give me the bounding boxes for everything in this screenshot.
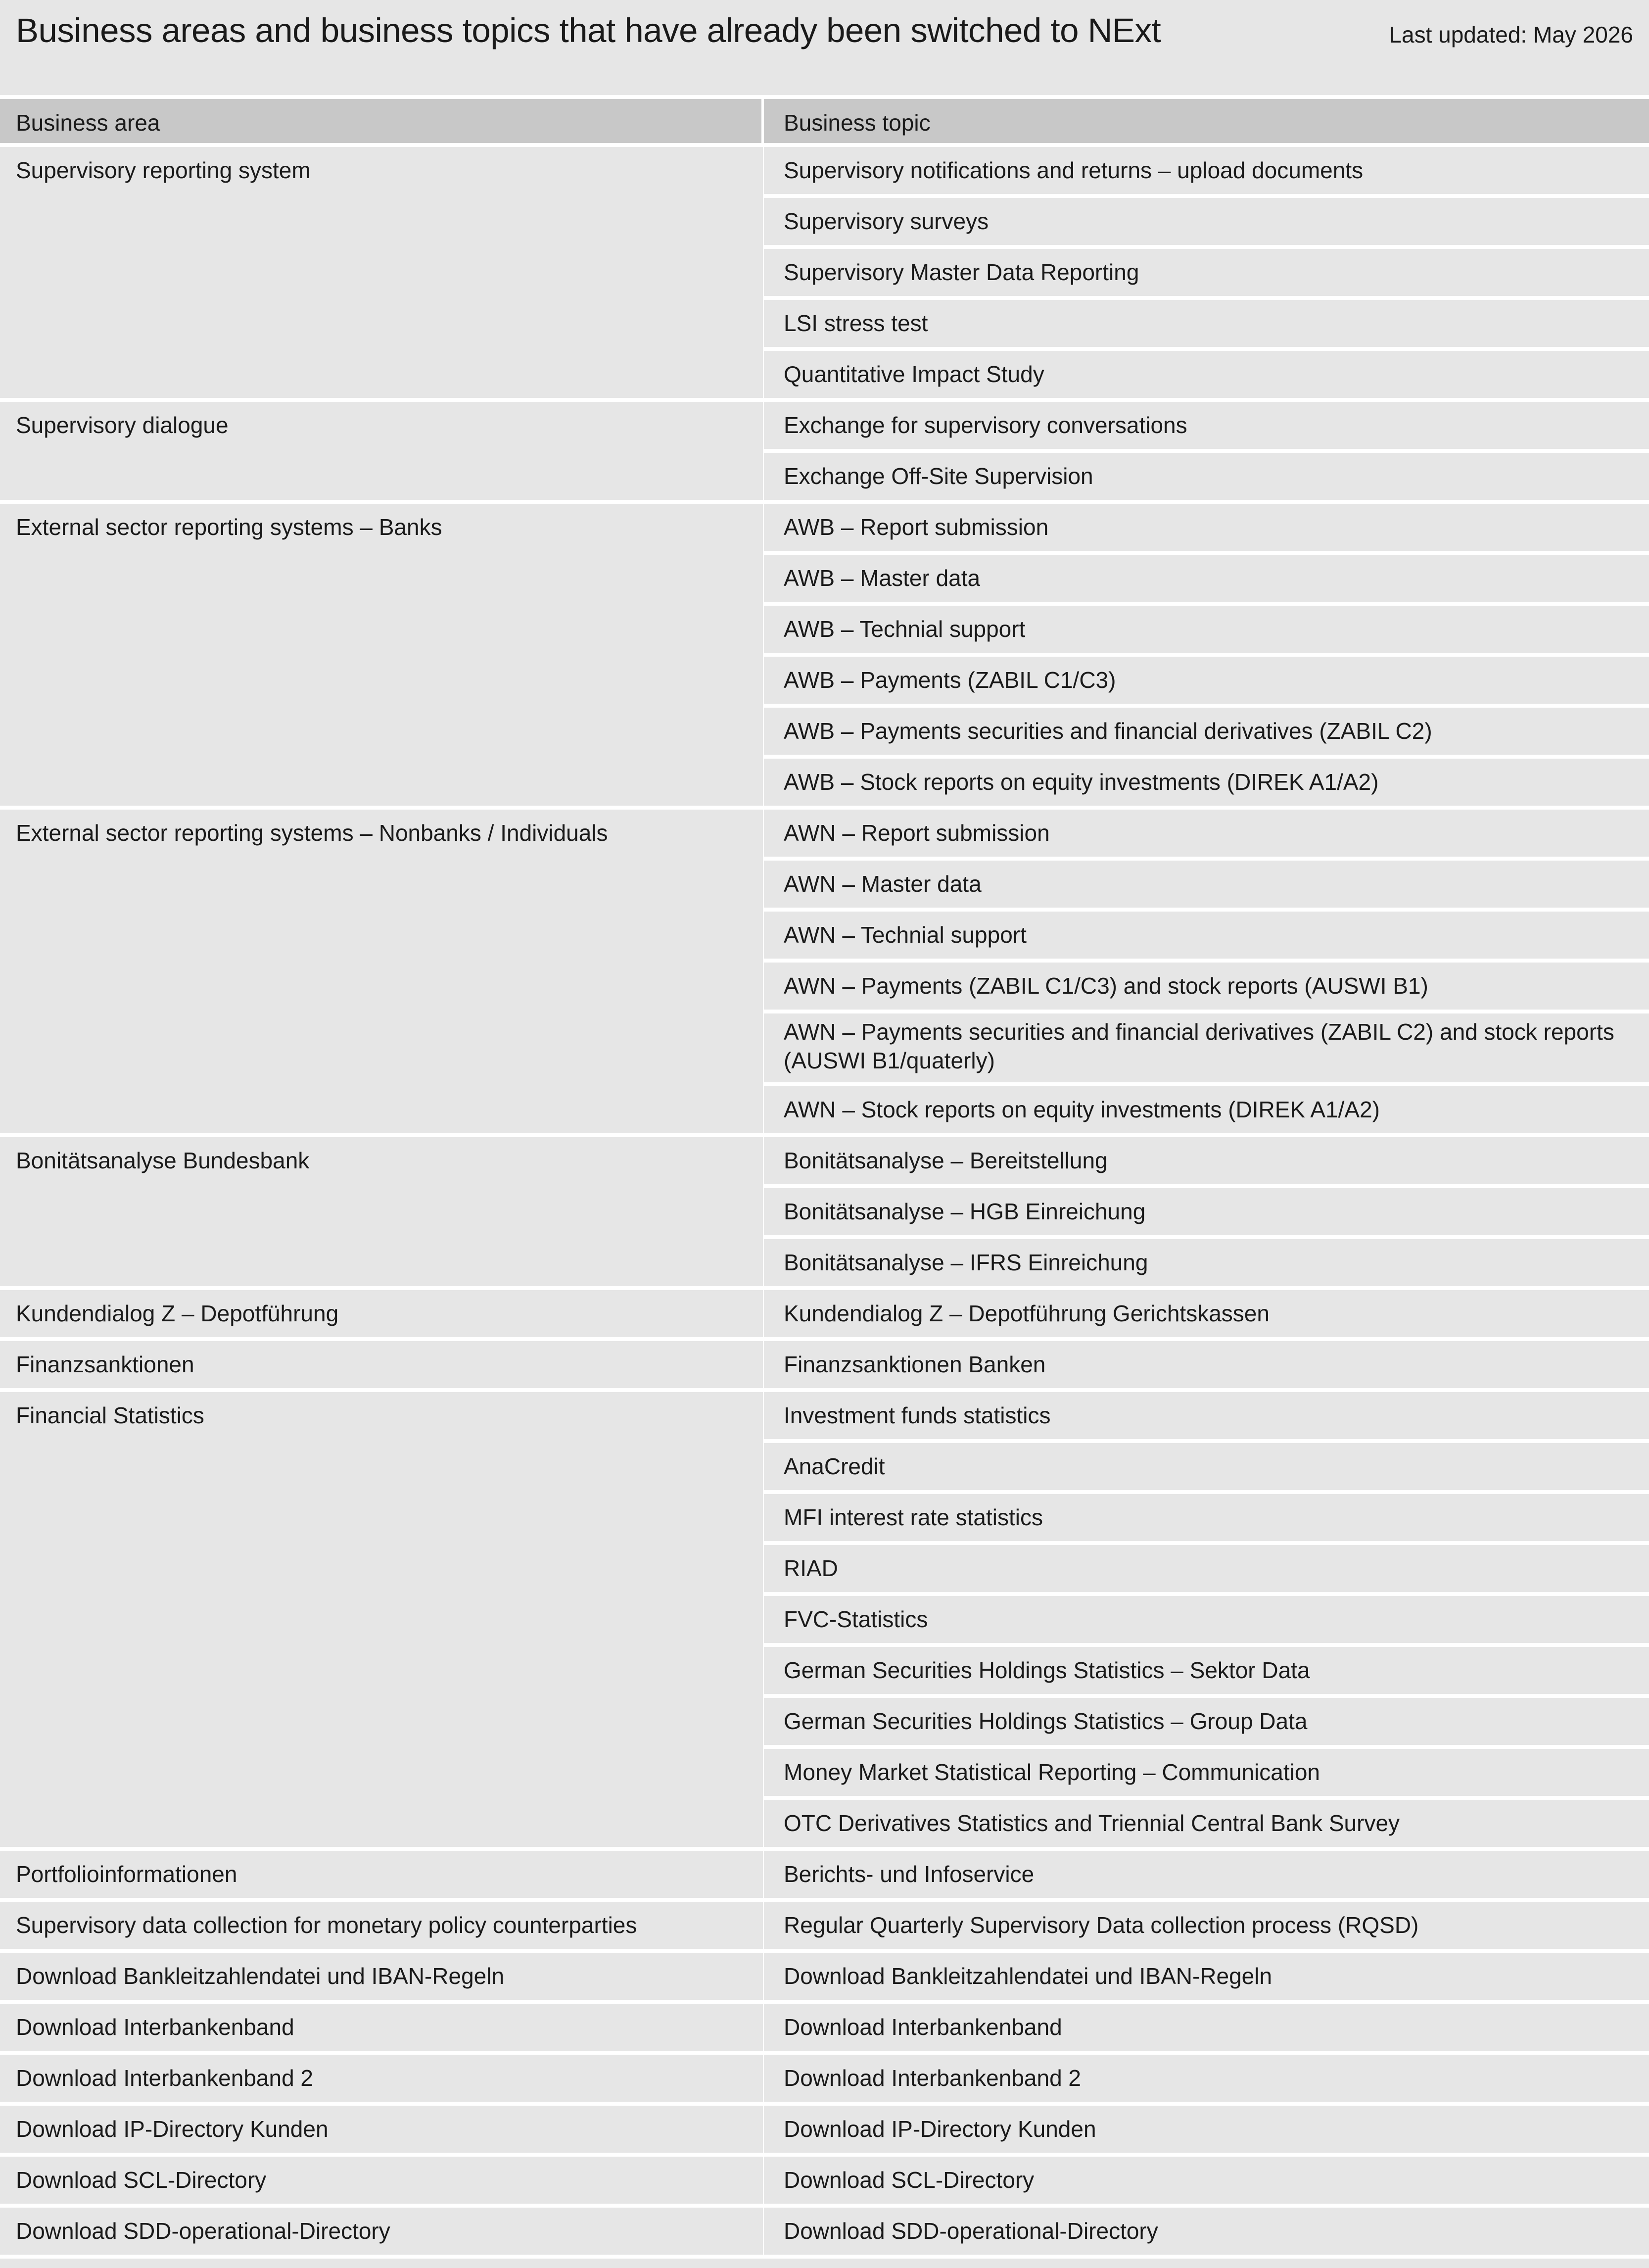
business-topic-group — [764, 1137, 1649, 1290]
table-row-business-area — [0, 1341, 763, 1392]
business-topic-cell: Finanzsanktionen Banken — [764, 1341, 1649, 1388]
business-topic-group — [764, 1392, 1649, 1851]
business-topic-cell: German Securities Holdings Statistics – Sektor Data — [764, 1647, 1649, 1698]
business-topic-group — [764, 2157, 1649, 2208]
business-topic-group — [764, 1341, 1649, 1392]
table-row-business-area — [0, 1290, 763, 1341]
business-topic-cell: Supervisory Master Data Reporting — [764, 249, 1649, 300]
business-topic-cell: AWN – Payments (ZABIL C1/C3) and stock reports (AUSWI B1) — [764, 963, 1649, 1013]
business-topic-cell: MFI interest rate statistics — [764, 1494, 1649, 1545]
business-topic-group — [764, 2004, 1649, 2055]
business-topic-cell: Regular Quarterly Supervisory Data collection process (RQSD) — [764, 1902, 1649, 1949]
table-row-business-area — [0, 402, 763, 504]
business-topic-cell: AWB – Report submission — [764, 504, 1649, 555]
business-topic-group — [764, 147, 1649, 402]
business-topic-group — [764, 1290, 1649, 1341]
business-topic-cell: Download Interbankenband — [764, 2004, 1649, 2051]
business-topic-cell: Bonitätsanalyse – HGB Einreichung — [764, 1188, 1649, 1239]
table-row-business-area — [0, 1137, 763, 1290]
business-topic-cell: AWB – Payments securities and financial derivatives (ZABIL C2) — [764, 708, 1649, 759]
business-topic-cell: AWB – Payments (ZABIL C1/C3) — [764, 657, 1649, 708]
column-header-business-topic: Business topic — [764, 99, 1649, 147]
table-row-business-area — [0, 1851, 763, 1902]
table-row-business-area — [0, 504, 763, 810]
business-topic-cell: Investment funds statistics — [764, 1392, 1649, 1443]
table-row-business-area — [0, 1902, 763, 1953]
business-topic-cell: Money Market Statistical Reporting – Communication — [764, 1749, 1649, 1800]
business-area-label: Portfolioinformationen — [16, 1861, 237, 1887]
business-area-label: Supervisory data collection for monetary policy counterparties — [16, 1912, 637, 1938]
business-area-label: Kundendialog Z – Depotführung — [16, 1301, 339, 1326]
business-topic-group — [764, 2208, 1649, 2259]
business-topic-group — [764, 1851, 1649, 1902]
business-topic-cell: RIAD — [764, 1545, 1649, 1596]
business-topic-cell: AWN – Stock reports on equity investments (DIREK A1/A2) — [764, 1086, 1649, 1133]
table-row-business-area — [0, 147, 763, 402]
business-topic-cell: AWB – Technial support — [764, 606, 1649, 657]
table-row-business-area — [0, 2055, 763, 2106]
business-area-label: Supervisory dialogue — [16, 412, 229, 438]
business-area-label: Download IP-Directory Kunden — [16, 2116, 329, 2142]
business-topic-group — [764, 1902, 1649, 1953]
page-title: Business areas and business topics that have already been switched to NExt — [16, 11, 1161, 49]
business-topic-cell: Exchange for supervisory conversations — [764, 402, 1649, 453]
business-topic-cell: OTC Derivatives Statistics and Triennial Central Bank Survey — [764, 1800, 1649, 1847]
business-area-label: Download SCL-Directory — [16, 2167, 267, 2193]
business-topic-cell: FVC-Statistics — [764, 1596, 1649, 1647]
business-area-label: Bonitätsanalyse Bundesbank — [16, 1148, 310, 1173]
business-topic-group — [764, 2055, 1649, 2106]
table-row-business-area — [0, 810, 763, 1137]
business-area-label: External sector reporting systems – Banks — [16, 514, 442, 540]
last-updated-label: Last updated: May 2026 — [1389, 22, 1633, 48]
business-topic-cell: AWB – Stock reports on equity investments (DIREK A1/A2) — [764, 759, 1649, 806]
business-topic-group — [764, 504, 1649, 810]
business-topic-cell: Exchange Off-Site Supervision — [764, 453, 1649, 500]
business-topic-group — [764, 402, 1649, 504]
table-row-business-area — [0, 2106, 763, 2157]
table-row-business-area — [0, 1953, 763, 2004]
business-topic-cell: AWN – Report submission — [764, 810, 1649, 861]
business-topic-cell: Download SCL-Directory — [764, 2157, 1649, 2204]
business-topic-cell: Download IP-Directory Kunden — [764, 2106, 1649, 2153]
business-topic-cell: German Securities Holdings Statistics – Group Data — [764, 1698, 1649, 1749]
business-topics-table — [0, 99, 1649, 2259]
business-topic-cell: Bonitätsanalyse – IFRS Einreichung — [764, 1239, 1649, 1286]
column-header-business-area: Business area — [0, 99, 763, 147]
business-area-label: Download SDD-operational-Directory — [16, 2218, 390, 2244]
table-row-business-area — [0, 2157, 763, 2208]
business-topic-cell: Quantitative Impact Study — [764, 351, 1649, 398]
business-area-label: Download Bankleitzahlendatei und IBAN-Regeln — [16, 1963, 505, 1989]
business-topic-cell: Download Bankleitzahlendatei und IBAN-Regeln — [764, 1953, 1649, 2000]
business-topic-cell: Download SDD-operational-Directory — [764, 2208, 1649, 2255]
business-topic-cell: AWN – Master data — [764, 861, 1649, 912]
business-topic-cell: Berichts- und Infoservice — [764, 1851, 1649, 1898]
table-row-business-area — [0, 2208, 763, 2259]
business-topic-cell: Supervisory surveys — [764, 198, 1649, 249]
business-topic-group — [764, 1953, 1649, 2004]
business-area-label: Financial Statistics — [16, 1402, 204, 1428]
business-topic-cell: Download Interbankenband 2 — [764, 2055, 1649, 2102]
business-topic-cell: AWN – Technial support — [764, 912, 1649, 963]
table-row-business-area — [0, 2004, 763, 2055]
page-header — [0, 0, 1649, 99]
business-topic-cell: AWB – Master data — [764, 555, 1649, 606]
business-topic-group — [764, 2106, 1649, 2157]
business-area-label: Finanzsanktionen — [16, 1351, 194, 1377]
business-topic-cell: Kundendialog Z – Depotführung Gerichtskassen — [764, 1290, 1649, 1337]
business-topic-cell: AnaCredit — [764, 1443, 1649, 1494]
business-area-label: Download Interbankenband 2 — [16, 2065, 314, 2091]
business-topic-cell: LSI stress test — [764, 300, 1649, 351]
table-row-business-area — [0, 1392, 763, 1851]
business-area-label: External sector reporting systems – Nonbanks / Individuals — [16, 820, 608, 846]
business-topic-cell: Supervisory notifications and returns – upload documents — [764, 147, 1649, 198]
business-topic-cell: AWN – Payments securities and financial derivatives (ZABIL C2) and stock reports (AUSWI B1/quaterly) — [764, 1013, 1649, 1086]
business-topic-cell: Bonitätsanalyse – Bereitstellung — [764, 1137, 1649, 1188]
business-area-label: Download Interbankenband — [16, 2014, 294, 2040]
business-area-label: Supervisory reporting system — [16, 157, 311, 183]
business-topic-group — [764, 810, 1649, 1137]
